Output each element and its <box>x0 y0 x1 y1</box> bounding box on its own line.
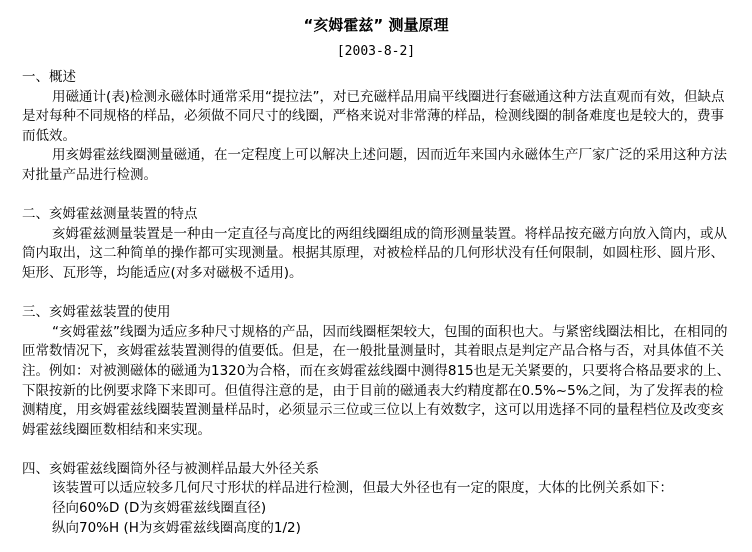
paragraph: 亥姆霍兹测量装置是一种由一定直径与高度比的两组线圈组成的筒形测量装置。将样品按充磁方向放入筒内，或从筒内取出，这二种简单的操作都可实现测量。根据其原理，对被检样品的几何形状没有任何限制，如圆柱形、圆片形、矩形、瓦形等，均能适应(对多对磁极不适用)。 <box>22 225 727 281</box>
section-gap <box>22 284 732 304</box>
section-overview <box>22 68 732 186</box>
paragraph: 用亥姆霍兹线圈测量磁通，在一定程度上可以解决上述问题，因而近年来国内永磁体生产厂家广泛的采用这种方法对批量产品进行检测。 <box>22 147 727 183</box>
document-date: [2003-8-2] <box>336 44 416 59</box>
section-heading: 四、亥姆霍兹线圈筒外径与被测样品最大外径关系 <box>22 460 319 477</box>
section-features <box>22 205 732 283</box>
section-heading: 一、概述 <box>22 69 76 85</box>
section-gap <box>22 186 732 206</box>
section-heading: 二、亥姆霍兹测量装置的特点 <box>22 206 198 223</box>
list-item: 径向60%D (D为亥姆霍兹线圈直径) <box>52 500 267 517</box>
list-item: 纵向70%H (H为亥姆霍兹线圈高度的1/2) <box>52 519 301 536</box>
section-gap <box>22 440 732 460</box>
section-diameter-relation <box>22 460 732 538</box>
paragraph: 该装置可以适应较多几何尺寸形状的样品进行检测，但最大外径也有一定的限度，大体的比例关系如下： <box>52 480 673 497</box>
section-usage <box>22 303 732 440</box>
paragraph: “亥姆霍兹”线圈为适应多种尺寸规格的产品，因而线圈框架较大，包围的面积也大。与紧密线圈法相比，在相同的匝常数情况下，亥姆霍兹装置测得的值要低。但是，在一般批量测量时，其着眼点是判定产品合格与否，对具体值不关注。例如：对被测磁体的磁通为1320为合格，而在亥姆霍兹线圈中测得815也是无关紧要的，只要将合格品要求的上、下限按新的比例要求降下来即可。但值得注意的是，由于目前的磁通表大约精度都在0.5%~5%之间，为了发挥表的检测精度，用亥姆霍兹线圈装置测量样品时，必须显示三位或三位以上有效数字，这可以用选择不同的量程档位及改变亥姆霍兹线圈匝数相结和来实现。 <box>22 323 731 438</box>
paragraph: 用磁通计(表)检测永磁体时通常采用“提拉法”，对已充磁样品用扁平线圈进行套磁通这种方法直观而有效，但缺点是对每种不同规格的样品，必须做不同尺寸的线圈，严格来说对非常薄的样品，检测线圈的制备难度也是较大的，费事而低效。 <box>22 88 725 144</box>
document-body <box>22 68 732 538</box>
document-title: “亥姆霍兹” 测量原理 <box>303 16 449 34</box>
section-heading: 三、亥姆霍兹装置的使用 <box>22 304 171 321</box>
